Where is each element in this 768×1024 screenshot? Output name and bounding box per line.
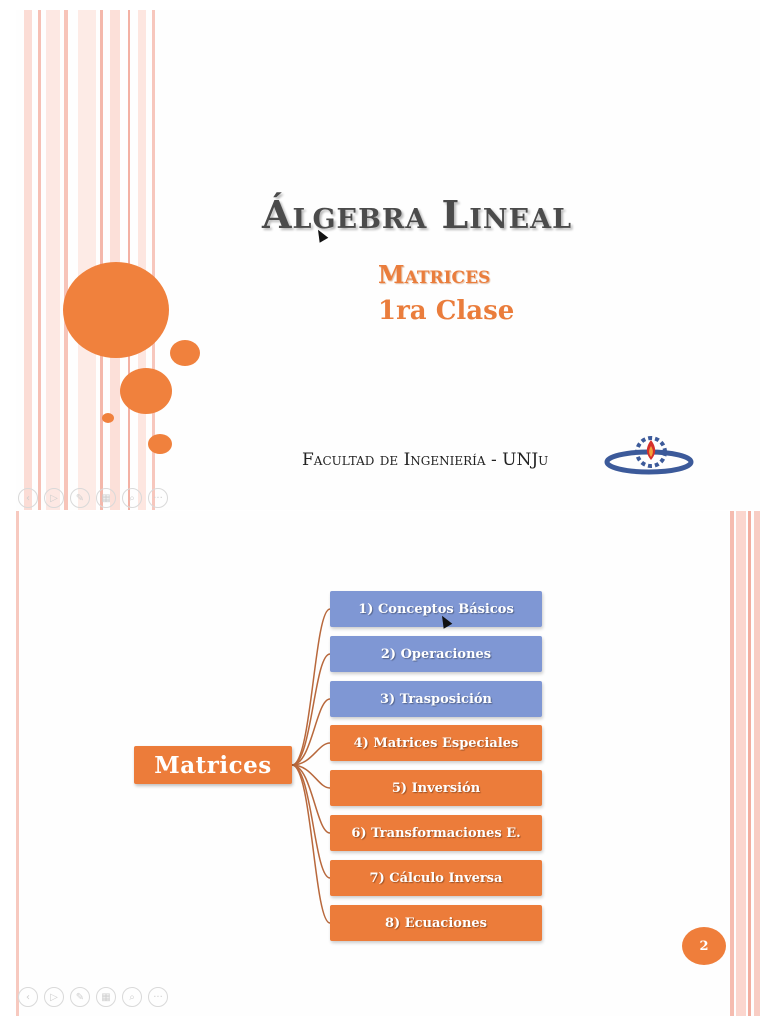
- more-icon[interactable]: ···: [148, 987, 168, 1007]
- topic-node-operaciones[interactable]: 2) Operaciones: [330, 636, 542, 672]
- topic-node-calculo-inversa[interactable]: 7) Cálculo Inversa: [330, 860, 542, 896]
- previous-icon[interactable]: ‹: [18, 987, 38, 1007]
- slide-class-label: 1ra Clase: [378, 296, 515, 326]
- more-icon[interactable]: ···: [148, 488, 168, 508]
- topic-node-conceptos[interactable]: 1) Conceptos Básicos: [330, 591, 542, 627]
- topic-node-transformaciones[interactable]: 6) Transformaciones E.: [330, 815, 542, 851]
- slides-icon[interactable]: ▦: [96, 987, 116, 1007]
- decorative-stripes-left: [16, 10, 156, 510]
- slide-title: [16, 10, 760, 510]
- presentation-controls: [18, 987, 168, 1007]
- slides-icon[interactable]: ▦: [96, 488, 116, 508]
- page-number-badge: 2: [682, 927, 726, 965]
- play-icon[interactable]: ▷: [44, 987, 64, 1007]
- presentation-controls: [18, 488, 168, 508]
- play-icon[interactable]: ▷: [44, 488, 64, 508]
- faculty-footer: Facultad de Ingeniería - UNJu: [302, 450, 549, 470]
- decorative-circle-large: [63, 262, 169, 358]
- matrices-root-node: Matrices: [134, 746, 292, 784]
- topic-node-ecuaciones[interactable]: 8) Ecuaciones: [330, 905, 542, 941]
- zoom-icon[interactable]: ⌕: [122, 987, 142, 1007]
- topic-node-especiales[interactable]: 4) Matrices Especiales: [330, 725, 542, 761]
- zoom-icon[interactable]: ⌕: [122, 488, 142, 508]
- decorative-circle: [120, 368, 172, 414]
- slide-title-text: Álgebra Lineal: [262, 192, 573, 237]
- decorative-circle: [148, 434, 172, 454]
- topic-node-trasposicion[interactable]: 3) Trasposición: [330, 681, 542, 717]
- pen-icon[interactable]: ✎: [70, 488, 90, 508]
- slide-matrices-map: [16, 511, 760, 1016]
- pen-icon[interactable]: ✎: [70, 987, 90, 1007]
- slide-subtitle: Matrices: [378, 260, 491, 289]
- decorative-circle: [170, 340, 200, 366]
- decorative-circle-small: [102, 413, 114, 423]
- previous-icon[interactable]: ‹: [18, 488, 38, 508]
- topic-node-inversion[interactable]: 5) Inversión: [330, 770, 542, 806]
- university-logo-icon: [604, 432, 694, 478]
